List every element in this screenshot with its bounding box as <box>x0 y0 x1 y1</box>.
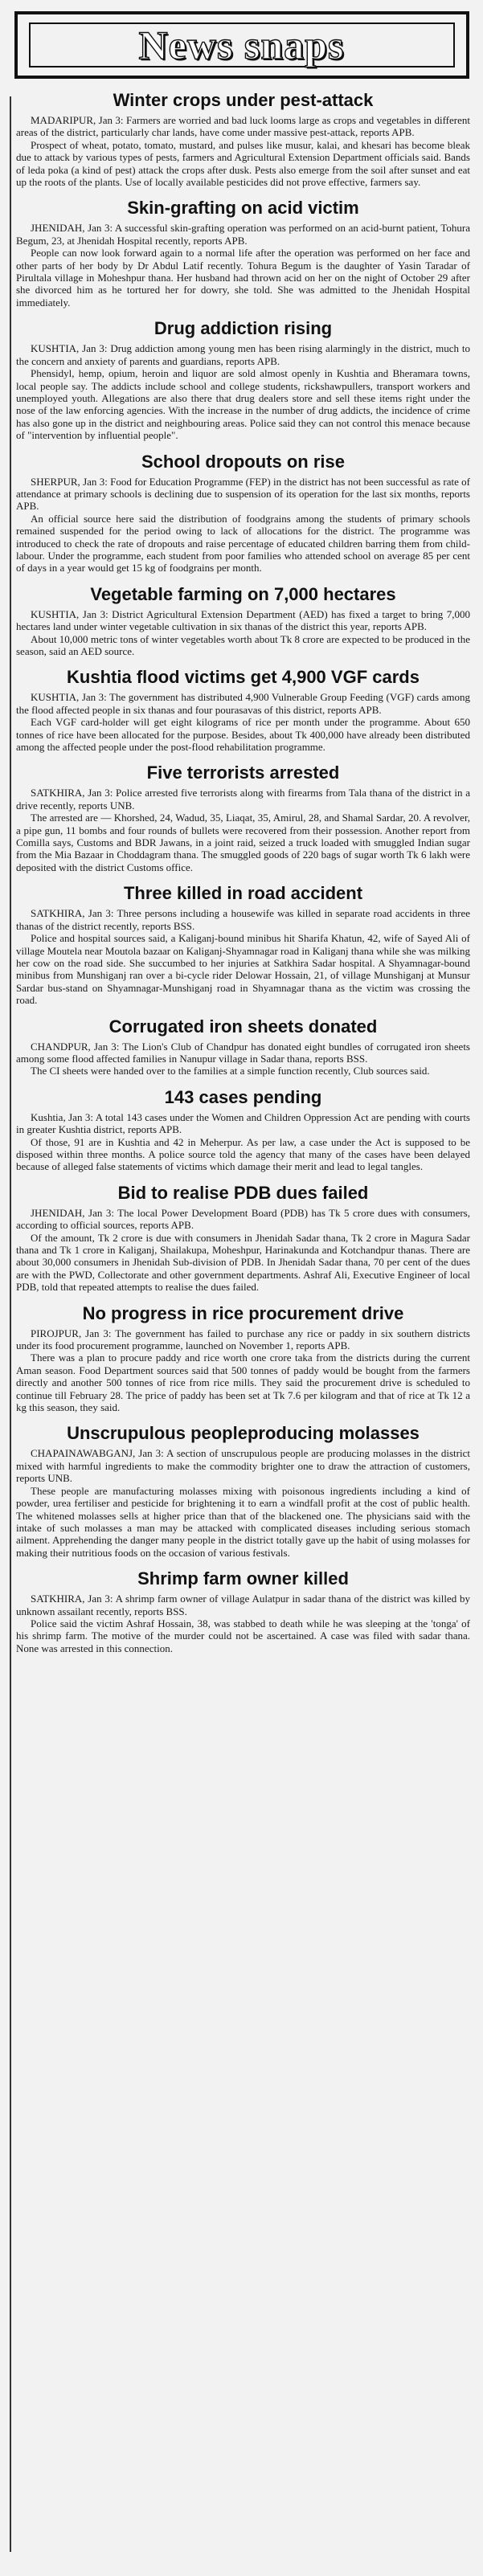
story-headline: No progress in rice procurement drive <box>82 1302 404 1323</box>
story-paragraph: People can now look forward again to a normal life after the operation was performed on her face and other parts of her body by Dr Abdul Latif recently. Tohura Begum is the daughter of Yasin Taradar of Pirultala village in Moheshpur thana. Her husband had thrown acid on her on the night of October 29 after she divorced him as he tortured her for dowry, she told. She was admitted to the Jhenidah Hospital immediately. <box>16 247 470 309</box>
story-headline: Bid to realise PDB dues failed <box>117 1182 369 1203</box>
news-story <box>8 1087 475 1173</box>
story-paragraph: SATKHIRA, Jan 3: Police arrested five terrorists along with firearms from Tala thana of the district in a drive recently, reports UNB. <box>16 787 470 812</box>
story-paragraph: Each VGF card-holder will get eight kilograms of rice per month under the programme. About 650 tonnes of rice have been allocated for the purpose. Besides, about Tk 400,000 have already been distributed among the affected people under the post-flood rehabilitation programme. <box>16 716 470 754</box>
news-story <box>8 883 475 1006</box>
news-story <box>8 667 475 753</box>
story-headline: Drug addiction rising <box>153 318 333 339</box>
story-paragraph: Phensidyl, hemp, opium, heroin and liquor are sold almost openly in Kushtia and Bheramara towns, local people say. The addicts include school and college students, rickshawpullers, transport workers and unemployed youth. Allegations are also there that drug dealers store and sell these items right under the nose of the law enforcing agencies. With the increase in the number of drug addicts, the incidence of crime has also gone up in the district and neighbouring areas. Police said they can not control this menace because of "intervention by influential people". <box>16 367 470 442</box>
story-paragraph: The arrested are — Khorshed, 24, Wadud, 35, Liaqat, 35, Amirul, 28, and Shamal Sardar, 20. A revolver, a pipe gun, 11 bombs and four rounds of bullets were recovered from their possession. Another report from Comilla says, Customs and BDR Jawans, in a joint raid, seized a truck loaded with smuggled Indian sugar from the Mia Bazaar in Choddagram thana. The smuggled goods of 220 bags of sugar worth Tk 6 lakh were deposited with the district Customs office. <box>16 812 470 873</box>
news-story <box>8 763 475 873</box>
news-story <box>8 452 475 574</box>
story-paragraph: Kushtia, Jan 3: A total 143 cases under the Women and Children Oppression Act are pending with courts in greater Kushtia district, reports APB. <box>16 1110 470 1136</box>
story-paragraph: CHAPAINAWABGANJ, Jan 3: A section of unscrupulous people are producing molasses in the district mixed with harmful ingredients to make the commodity brighter one to draw the attraction of customers, reports UNB. <box>16 1447 470 1485</box>
news-story <box>8 1568 475 1654</box>
story-headline: Vegetable farming on 7,000 hectares <box>90 583 396 604</box>
story-headline: 143 cases pending <box>164 1086 322 1107</box>
news-story <box>8 584 475 658</box>
story-paragraph: JHENIDAH, Jan 3: A successful skin-grafting operation was performed on an acid-burnt patient, Tohura Begum, 23, at Jhenidah Hospital recently, reports APB. <box>16 222 470 247</box>
story-headline: School dropouts on rise <box>141 451 345 472</box>
masthead-title: News snaps <box>29 22 455 67</box>
story-paragraph: There was a plan to procure paddy and rice worth one crore taka from the districts during the current Aman season. Food Department sources said that 500 tonnes of paddy would be bought from the farmers directly and another 500 tonnes of rice from rice mills. They said the procurement drive is scheduled to continue till February 28. The price of paddy has been set at Tk 7.6 per kilogram and that of rice at Tk 12 a kg this season, they said. <box>16 1351 470 1414</box>
story-paragraph: KUSHTIA, Jan 3: Drug addiction among young men has been rising alarmingly in the district, much to the concern and anxiety of parents and guardians, reports APB. <box>16 342 470 367</box>
story-headline: Winter crops under pest-attack <box>113 90 374 110</box>
story-paragraph: These people are manufacturing molasses mixing with poisonous ingredients including a kind of powder, urea fertiliser and pesticide for brightening it to earn a windfall profit at the cost of public health. The whitened molasses sells at higher price than that of the blackened one. The physicians said with the intake of such molasses a man may be attacked with complicated diseases including serious stomach ailment. Apprehending the danger many people in the district totally gave up the habit of using molasses for making their nutritious foods on the occasion of various festivals. <box>16 1484 470 1559</box>
story-headline: Corrugated iron sheets donated <box>108 1016 378 1037</box>
story-paragraph: Prospect of wheat, potato, tomato, mustard, and pulses like musur, kalai, and khesari has become bleak due to attack by various types of pests, farmers and Agricultural Extension Department officials said. Bands of leda poka (a kind of pest) attack the crops after dusk. Pests also emerge from the soil after sunset and eat up the roots of the plants. Use of locally available pesticides did not prove effective, farmers say. <box>16 138 470 189</box>
story-paragraph: An official source here said the distribution of foodgrains among the students of primary schools remained suspended for the period owing to lack of allocations for the district. The programme was introduced to check the rate of dropouts and raise percentage of educated children barring them from child-labour. Under the programme, each student from poor families who attended school on average 85 per cent of days in a year would get 15 kg of foodgrains per month. <box>16 512 470 574</box>
story-headline: Three killed in road accident <box>123 883 363 904</box>
story-paragraph: The CI sheets were handed over to the families at a simple function recently, Club sources said. <box>31 1065 430 1077</box>
story-paragraph: KUSHTIA, Jan 3: District Agricultural Extension Department (AED) has fixed a target to bring 7,000 hectares land under winter vegetable cultivation in six thanas of the district this year, reports APB. <box>16 607 470 633</box>
story-paragraph: SHERPUR, Jan 3: Food for Education Programme (FEP) in the district has not been successful as rate of attendance at primary schools is declining due to suspension of its operation for the last six months, reports APB. <box>16 475 470 513</box>
story-paragraph: Police and hospital sources said, a Kaliganj-bound minibus hit Sharifa Khatun, 42, wife of Sayed Ali of village Moutela near Moutola bazaar on Kaliganj-Shyamnagar road in Kaliganj thana while she was milking her cow on the road side. She succumbed to her injuries at Satkhira Sadar hospital. A Shyamnagar-bound minibus from Munshiganj ran over a bi-cycle rider Delowar Hossain, 21, of village Munshiganj at Munsur Sardar bus-stand on Shyamnagar-Munshiganj road in Shyamnagar thana as the victim was crossing the road. <box>16 932 470 1007</box>
story-paragraph: SATKHIRA, Jan 3: A shrimp farm owner of village Aulatpur in sadar thana of the district was killed by unknown assailant recently, reports BSS. <box>16 1593 470 1617</box>
news-story <box>8 198 475 309</box>
story-paragraph: PIROJPUR, Jan 3: The government has failed to purchase any rice or paddy in six southern districts under its food procurement programme, launched on November 1, reports APB. <box>16 1327 470 1352</box>
story-paragraph: Of the amount, Tk 2 crore is due with consumers in Jhenidah Sadar thana, Tk 2 crore in Magura Sadar thana and Tk 1 crore in Kaliganj, Shailakupa, Moheshpur, Harinakunda and Kotchandpur thanas. There are about 30,000 consumers in Jhenidah Sub-division of PDB. In Jhenidah Sadar thana, 70 per cent of the dues are with the PWD, Collectorate and other government departments. Ashraf Ali, Executive Engineer of local PDB, told that repeated attempts to realise the dues failed. <box>16 1231 470 1294</box>
news-story <box>8 1183 475 1294</box>
story-headline: Skin-grafting on acid victim <box>127 198 359 219</box>
news-story <box>8 318 475 441</box>
stories-column <box>8 90 475 1654</box>
story-paragraph: CHANDPUR, Jan 3: The Lion's Club of Chandpur has donated eight bundles of corrugated iron sheets among some flood affected families in Nanupur village in Sadar thana, reports BSS. <box>16 1040 470 1065</box>
story-paragraph: MADARIPUR, Jan 3: Farmers are worried and bad luck looms large as crops and vegetables in different areas of the district, particularly char lands, have come under massive pest-attack, reports APB. <box>16 114 470 139</box>
column-rule <box>10 96 11 2552</box>
story-paragraph: JHENIDAH, Jan 3: The local Power Development Board (PDB) has Tk 5 crore dues with consumers, according to official sources, reports APB. <box>16 1206 470 1232</box>
story-headline: Five terrorists arrested <box>146 763 340 783</box>
news-story <box>8 1303 475 1414</box>
story-paragraph: Of those, 91 are in Kushtia and 42 in Meherpur. As per law, a case under the Act is supposed to be disposed within three months. A police source told the agency that many of the cases have been delayed because of alleged false statements of victims which damage their merit and lead to legal tangles. <box>16 1135 470 1173</box>
story-paragraph: SATKHIRA, Jan 3: Three persons including a housewife was killed in separate road accidents in three thanas of the district recently, reports BSS. <box>16 907 470 932</box>
newspaper-page <box>8 8 475 2560</box>
story-headline: Unscrupulous peopleproducing molasses <box>67 1423 420 1444</box>
news-story <box>8 90 475 188</box>
story-paragraph: KUSHTIA, Jan 3: The government has distributed 4,900 Vulnerable Group Feeding (VGF) cards among the flood affected people in six thanas and four pourasavas of this district, reports APB. <box>16 691 470 716</box>
story-headline: Shrimp farm owner killed <box>137 1568 349 1589</box>
masthead <box>14 11 469 79</box>
news-story <box>8 1423 475 1559</box>
story-paragraph: About 10,000 metric tons of winter vegetables worth about Tk 8 crore are expected to be produced in the season, said an AED source. <box>16 632 470 657</box>
story-headline: Kushtia flood victims get 4,900 VGF cards <box>67 667 420 688</box>
news-story <box>8 1016 475 1077</box>
story-paragraph: Police said the victim Ashraf Hossain, 38, was stabbed to death while he was sleeping at the 'tonga' of his shrimp farm. The motive of the murder could not be ascertained. A case was filed with sadar thana. None was arrested in this connection. <box>16 1617 470 1654</box>
